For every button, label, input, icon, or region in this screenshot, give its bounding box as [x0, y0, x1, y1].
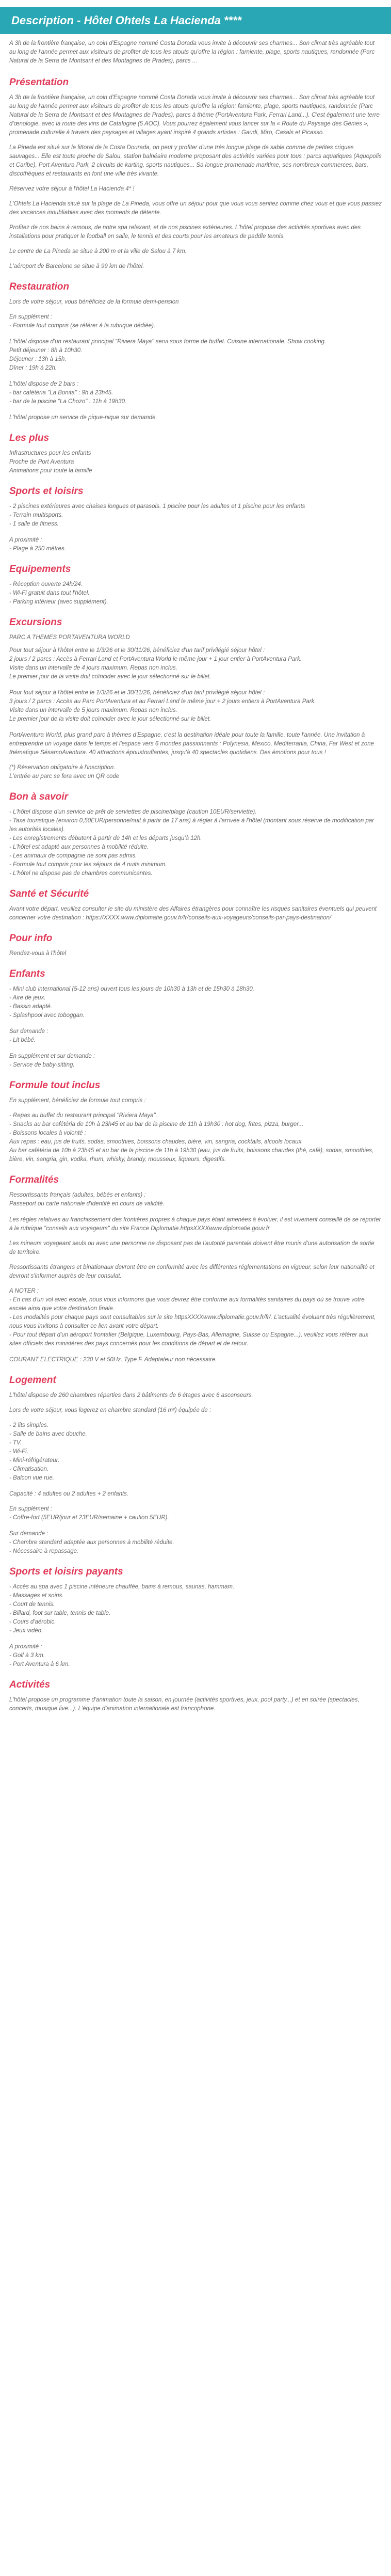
text-line: Le premier jour de la visite doit coïncider avec le jour sélectionné sur le billet.	[9, 674, 211, 680]
presentation-p2: La Pineda est situé sur le littoral de la Costa Dourada, on peut y profiter d'une très longue plage de sable comme de petites criques sauvages... Elle est toute proche de Salou, station balnéaire moderne proposant des activités variées pour tous : parcs aquatiques (Aquopolis et Caribe), Port Aventura Park, 2 circuits de karting, sports nautiques... Sa longue promenade maritime, ses nombreux commerces, bars, discothèques et restaurants en font une ville très vivante.	[9, 145, 382, 177]
text-line: Le premier jour de la visite doit coïncider avec le jour sélectionné sur le billet.	[9, 716, 211, 722]
list-item: - Cours d'aérobic.	[9, 1619, 56, 1625]
list-item: - Lit bébé.	[9, 1037, 36, 1043]
text-line: En supplément :	[9, 1506, 53, 1512]
text-line: En supplément et sur demande :	[9, 1053, 95, 1059]
text-line: A NOTER :	[9, 1288, 39, 1294]
text-line: - Formule tout compris (se référer à la rubrique dédiée).	[9, 323, 156, 329]
text-line: L'entrée au parc se fera avec un QR code	[9, 773, 120, 780]
text-line: Sur demande :	[9, 1531, 48, 1537]
text-line: Pour tout séjour à l'hôtel entre le 1/3/26 et le 30/11/26, bénéficiez d'un tarif privilégié séjour hôtel :	[9, 647, 265, 654]
formalites-p4: Ressortissants étrangers et binationaux devront être en conformité avec les différentes réglementations en vigueur, selon leur nationalité et devront s'informer auprès de leur consulat.	[9, 1264, 374, 1279]
formalites-notes	[9, 1287, 382, 1348]
sports-proximity	[9, 536, 382, 553]
list-item: - L'hôtel est adapté aux personnes à mobilité réduite.	[9, 844, 149, 850]
list-item: - En cas d'un vol avec escale, nous vous informons que vous devrez être conforme aux formalités sanitaires du pays où se trouve votre escale ainsi que votre destination finale.	[9, 1297, 365, 1312]
section-heading-sante: Santé et Sécurité	[9, 888, 89, 899]
text-line: 2 jours / 2 parcs : Accès à Ferrari Land et PortAventura World le même jour + 1 jour entier à PortAventura Park.	[9, 656, 302, 662]
list-item: - Coffre-fort (5EUR/jour et 23EUR/semaine + caution 5EUR).	[9, 1515, 169, 1521]
section-heading-presentation: Présentation	[9, 77, 69, 88]
text-line: L'hôtel dispose de 2 bars :	[9, 381, 78, 387]
list-item: - Golf à 3 km.	[9, 1652, 45, 1659]
list-item: - Court de tennis.	[9, 1601, 55, 1608]
list-item: - Wi-Fi gratuit dans tout l'hôtel.	[9, 590, 90, 596]
logement-supplement	[9, 1505, 382, 1522]
formalites-p5: COURANT ELECTRIQUE : 230 V et 50Hz. Type F. Adaptateur non nécessaire.	[9, 1357, 217, 1363]
logement-p2: Lors de votre séjour, vous logerez en chambre standard (16 m²) équipée de :	[9, 1407, 211, 1413]
list-item: - 1 salle de fitness.	[9, 521, 59, 527]
section-heading-logement: Logement	[9, 1375, 56, 1386]
equipements-list	[9, 580, 382, 607]
list-item: - Accès au spa avec 1 piscine intérieure chauffée, bains à remous, saunas, hammam.	[9, 1584, 235, 1590]
text-line: Visite dans un intervalle de 4 jours maximum. Repas non inclus.	[9, 665, 177, 671]
formalites-p3: Les mineurs voyageant seuls ou avec une personne ne disposant pas de l'autorité parentale doivent être munis d'une autorisation de sortie de territoire.	[9, 1241, 374, 1255]
list-item: - L'hôtel ne dispose pas de chambres communicantes.	[9, 870, 153, 877]
text-line: Sur demande :	[9, 1028, 48, 1035]
section-heading-formalites: Formalités	[9, 1174, 59, 1185]
section-heading-sports: Sports et loisirs	[9, 486, 84, 497]
list-item: - Pour tout départ d'un aéroport frontalier (Belgique, Luxembourg, Pays-Bas, Allemagne, Suisse ou Espagne...), veuillez vous référer aux sites officiels des ministères des pays concernés pour les conditions de départ et de retour.	[9, 1332, 368, 1347]
text-line: L'hôtel dispose d'un restaurant principal "Riviera Maya" servi sous forme de buffet. Cuisine internationale. Show cooking.	[9, 339, 327, 345]
text-line: A proximité :	[9, 1644, 42, 1650]
logement-sur-demande	[9, 1530, 382, 1556]
presentation-p4: L'Ohtels La Hacienda situé sur la plage de La Pineda, vous offre un séjour pour que vous vous sentiez comme chez vous et que vous passiez des vacances inoubliables avec des moments de détente.	[9, 201, 382, 216]
list-item: - Les modalités pour chaque pays sont consultables sur le site httpsXXXXwww.diplomatie.gouv.fr/fr/. L'actualité évoluant très régulièrement, nous vous invitons à consulter ce lien avant votre départ.	[9, 1314, 376, 1329]
list-item: Aux repas : eau, jus de fruits, sodas, smoothies, boissons chaudes, bière, vin, sangria, cocktails, alcools locaux.	[9, 1139, 303, 1145]
list-item: Au bar cafétéria de 10h à 23h45 et au bar de la piscine de 11h à 19h30 (eau, jus de fruits, boissons chaudes (thé, café), sodas, smoothies, bière, vin, sangria, gin, vodka, rhum, whisky, brandy, mousseux, liqueurs, digestifs.	[9, 1148, 374, 1163]
intro-paragraph: A 3h de la frontière française, un coin d'Espagne nommé Costa Dorada vous invite à découvrir ses charmes... Son climat très agréable tout au long de l'année permet aux visiteurs de profiter de tous les atouts qu'offre la région : farniente, plage, sports nautiques, randonnée (Parc Natural de la Serra de Montsant et des Montagnes de Prades), parcs ...	[9, 40, 375, 64]
pour-info-p1: Rendez-vous à l'hôtel	[9, 950, 67, 957]
formalites-p2: Les règles relatives au franchissement des frontières propres à chaque pays étant amenées à évoluer, il est vivement conseillé de se reporter à la rubrique "conseils aux voyageurs" du site France Diplomatie.httpsXXXXwww.diplomatie.gouv.fr	[9, 1217, 381, 1232]
section-heading-activites: Activités	[9, 1679, 51, 1690]
section-heading-excursions: Excursions	[9, 617, 62, 628]
list-item: - Wi-Fi.	[9, 1449, 28, 1455]
list-item: - Snacks au bar cafétéria de 10h à 23h45 et au bar de la piscine de 11h à 19h30 : hot dog, frites, pizza, burger...	[9, 1121, 304, 1127]
section-heading-equipements: Equipements	[9, 564, 71, 575]
formule-list	[9, 1111, 382, 1164]
formalites-ressortissants	[9, 1191, 382, 1209]
text-line: Petit déjeuner : 8h à 10h30.	[9, 347, 83, 354]
section-heading-formule: Formule tout inclus	[9, 1080, 101, 1091]
activites-p1: L'hôtel propose un programme d'animation toute la saison, en journée (activités sportives, jeux, pool party...) et en soirée (spectacles, concerts, musique live...). L'équipe d'animation internationale est francophone.	[9, 1697, 360, 1712]
excursions-notes	[9, 764, 382, 781]
description-content	[0, 39, 391, 1713]
list-item: - Climatisation.	[9, 1466, 49, 1472]
list-item: - TV.	[9, 1440, 22, 1446]
list-item: - 2 piscines extérieures avec chaises longues et parasols. 1 piscine pour les adultes et 1 piscine pour les enfants	[9, 503, 305, 510]
list-item: Infrastructures pour les enfants	[9, 450, 91, 456]
text-line: (*) Réservation obligatoire à l'inscription.	[9, 765, 116, 771]
enfants-supplement	[9, 1052, 382, 1070]
list-item: - Bassin adapté.	[9, 1004, 53, 1010]
list-item: - Service de baby-sitting.	[9, 1062, 75, 1068]
restauration-restaurant	[9, 338, 382, 373]
list-item: - 2 lits simples.	[9, 1422, 49, 1428]
section-heading-sports-payants: Sports et loisirs payants	[9, 1566, 123, 1577]
list-item: - Salle de bains avec douche.	[9, 1431, 87, 1437]
les-plus-list	[9, 449, 382, 475]
list-item: - Formule tout compris pour les séjours de 4 nuits minimum.	[9, 862, 167, 868]
text-line: A proximité :	[9, 537, 42, 543]
section-heading-bon-a-savoir: Bon à savoir	[9, 791, 69, 802]
presentation-p5: Profitez de nos bains à remous, de notre spa relaxant, et de nos piscines extérieures. L'hôtel propose des activités sportives avec des installations pour pratiquer le football en salle, le tennis et des courts pour les amateurs de paddle tennis.	[9, 225, 361, 240]
list-item: - Les animaux de compagnie ne sont pas admis.	[9, 853, 137, 859]
presentation-p3: Réservez votre séjour à l'hôtel La Hacienda 4* !	[9, 186, 135, 192]
excursions-subheading: PARC A THEMES PORTAVENTURA WORLD	[9, 634, 130, 641]
text-line: Passeport ou carte nationale d'identité en cours de validité.	[9, 1201, 165, 1207]
presentation-p7: L'aéroport de Barcelone se situe à 99 km de l'hôtel.	[9, 263, 144, 269]
list-item: - Mini club international (5-12 ans) ouvert tous les jours de 10h30 à 13h et de 15h30 à 18h30.	[9, 986, 255, 992]
list-item: - Balcon vue rue.	[9, 1475, 54, 1481]
list-item: - Boissons locales à volonté :	[9, 1130, 86, 1136]
text-line: Pour tout séjour à l'hôtel entre le 1/3/26 et le 30/11/26, bénéficiez d'un tarif privilégié séjour hôtel :	[9, 690, 265, 696]
enfants-list	[9, 985, 382, 1020]
list-item: - Port Aventura à 6 km.	[9, 1661, 70, 1667]
text-line: En supplément :	[9, 314, 53, 320]
logement-p3: Capacité : 4 adultes ou 2 adultes + 2 enfants.	[9, 1491, 129, 1497]
sports-payants-list	[9, 1583, 382, 1635]
list-item: - Les enregistrements débutent à partir de 14h et les départs jusqu'à 12h.	[9, 835, 202, 841]
restauration-p1: Lors de votre séjour, vous bénéficiez de la formule demi-pension	[9, 299, 179, 305]
list-item: - Billard, foot sur table, tennis de table.	[9, 1610, 111, 1616]
presentation-p1: A 3h de la frontière française, un coin d'Espagne nommé Costa Dorada vous invite à découvrir ses charmes... Son climat très agréable tout au long de l'année permet aux visiteurs de profiter de tous les atouts qu'offre la région: farniente, plage, sports nautiques, randonnée (Parc Natural de la Serra de Montsant et des Montagnes de Prades), parcs à thème (PortAventura Park, Ferrari Land...). C'est également une terre d'œnologie, avec la route des vins de Catalogne (5 AOC). Vous pourrez également vous lancer sur la « Route du Paysage des Génies », promenade culturelle à travers des paysages et villages ayant inspiré 4 grands artistes : Gaudi, Miro, Casals et Picasso.	[9, 94, 380, 136]
text-line: Dîner : 19h à 22h.	[9, 365, 57, 371]
presentation-p6: Le centre de La Pineda se situe à 200 m et la ville de Salou à 7 km.	[9, 248, 187, 255]
list-item: - Chambre standard adaptée aux personnes à mobilité réduite.	[9, 1539, 174, 1546]
restauration-p2: L'hôtel propose un service de pique-nique sur demande.	[9, 415, 157, 421]
page-title: Description - Hôtel Ohtels La Hacienda ****	[0, 7, 391, 34]
list-item: - Repas au buffet du restaurant principal "Riviera Maya".	[9, 1112, 157, 1119]
list-item: Animations pour toute la famille	[9, 468, 92, 474]
logement-equipment-list	[9, 1421, 382, 1483]
text-line: 3 jours / 2 parcs : Accès au Parc PortAventura et au Ferrari Land le même jour + 2 jours entiers à PortAventura Park.	[9, 698, 316, 705]
list-item: - Mini-réfrigérateur.	[9, 1457, 60, 1464]
list-item: - Aire de jeux.	[9, 995, 46, 1001]
text-line: Déjeuner : 13h à 15h.	[9, 356, 67, 362]
list-item: - Massages et soins.	[9, 1593, 64, 1599]
sports-payants-proximity	[9, 1643, 382, 1669]
list-item: - Réception ouverte 24h/24.	[9, 581, 83, 587]
bon-a-savoir-list	[9, 808, 382, 878]
list-item: - Jeux vidéo.	[9, 1628, 43, 1634]
list-item: - Plage à 250 mètres.	[9, 546, 66, 552]
text-line: - bar cafétéria "La Bonita" : 9h à 23h45.	[9, 390, 113, 396]
excursions-offer-1	[9, 646, 382, 681]
logement-p1: L'hôtel dispose de 260 chambres réparties dans 2 bâtiments de 6 étages avec 6 ascenseurs.	[9, 1392, 253, 1398]
list-item: - Splashpool avec toboggan.	[9, 1012, 85, 1019]
list-item: - Parking intérieur (avec supplément).	[9, 599, 108, 605]
list-item: - Terrain multisports.	[9, 512, 63, 518]
list-item: Proche de Port Aventura	[9, 459, 74, 465]
formule-p1: En supplément, bénéficiez de formule tout compris :	[9, 1098, 146, 1104]
page	[0, 7, 391, 1730]
section-heading-enfants: Enfants	[9, 968, 45, 979]
list-item: - Taxe touristique (environ 0,50EUR/personne/nuit à partir de 17 ans) à régler à l'arrivée à l'hôtel (montant sous réserve de modification par les autorités locales).	[9, 818, 374, 833]
text-line: - bar de la piscine "La Chozo" : 11h à 19h30.	[9, 399, 127, 405]
sante-p1: Avant votre départ, veuillez consulter le site du ministère des Affaires étrangères pour connaître les risques sanitaires éventuels qui peuvent concerner votre destination : https://XXXX.www.diplomatie.gouv.fr/fr/conseils-aux-voyageurs/conseils-par-pays-destination/	[9, 906, 377, 921]
sports-list	[9, 502, 382, 529]
enfants-sur-demande	[9, 1027, 382, 1045]
section-heading-les-plus: Les plus	[9, 433, 50, 443]
restauration-supplement	[9, 313, 382, 330]
section-heading-restauration: Restauration	[9, 281, 70, 292]
section-heading-pour-info: Pour info	[9, 933, 53, 944]
restauration-bars	[9, 380, 382, 406]
excursions-offer-2	[9, 689, 382, 724]
list-item: - L'hôtel dispose d'un service de prêt de serviettes de piscine/plage (caution 10EUR/serviette).	[9, 809, 257, 815]
text-line: Ressortissants français (adultes, bébés et enfants) :	[9, 1192, 146, 1198]
text-line: Visite dans un intervalle de 5 jours maximum. Repas non inclus.	[9, 707, 177, 713]
excursions-p1: PortAventura World, plus grand parc à thèmes d'Espagne, c'est la destination idéale pour toute la famille, toute l'année. Une invitation à entreprendre un voyage dans le temps et l'espace vers 6 mondes passionnants : Polynesia, Mexico, Mediterrania, China, Far West et zone thématique SésamoAventura. 40 attractions époustouflantes, jusqu'à 40 spectacles quotidiens. Des émotions pour tous !	[9, 732, 374, 756]
list-item: - Nécessaire à repassage.	[9, 1548, 79, 1554]
